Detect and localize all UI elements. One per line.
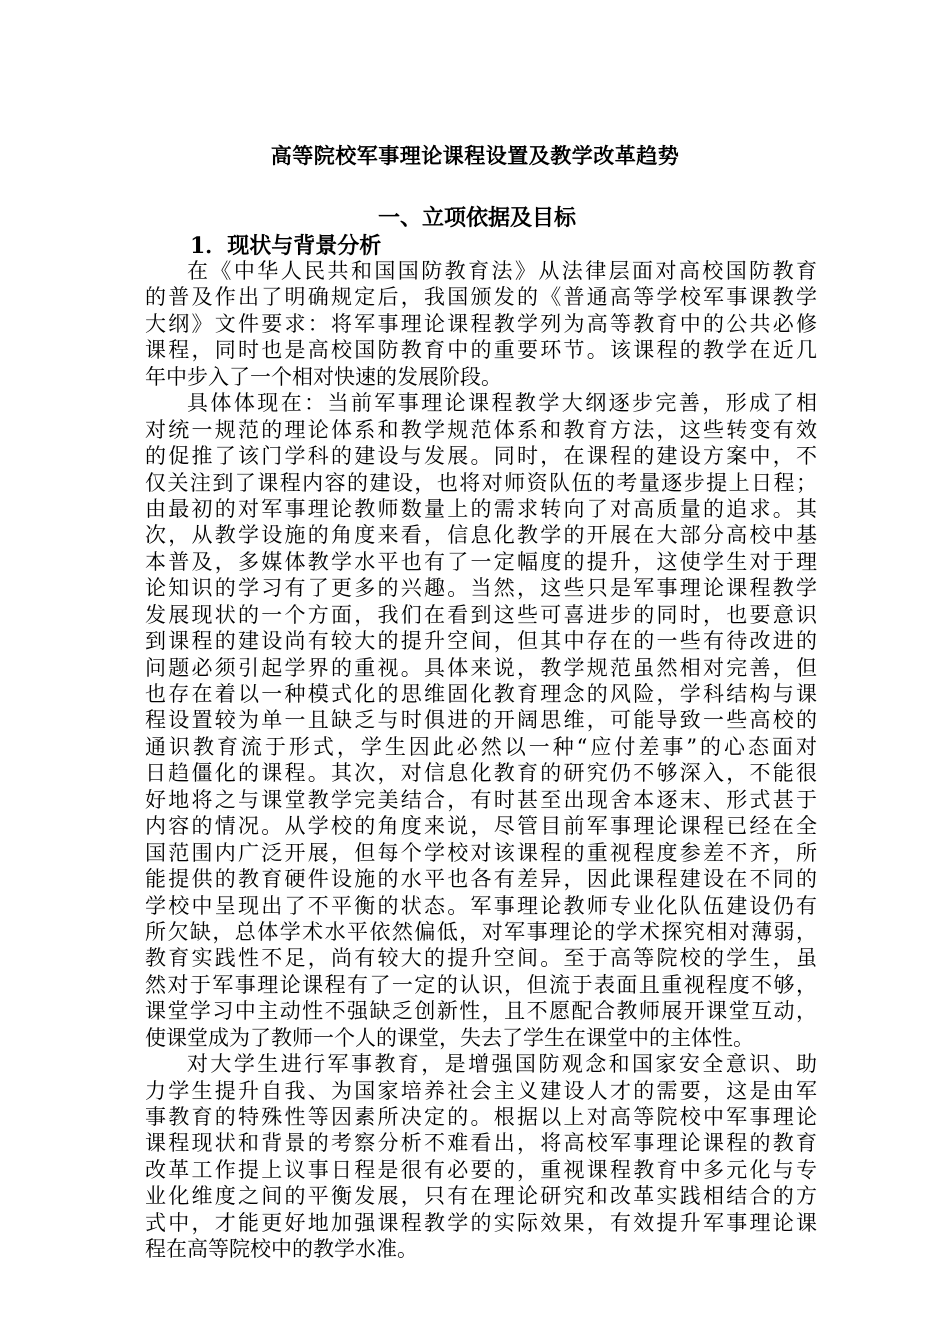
subsection-heading: 1．现状与背景分析 bbox=[190, 233, 382, 259]
body-paragraph bbox=[145, 1051, 817, 1263]
text-line: 课程，同时也是高校国防教育中的重要环节。该课程的教学在近几 bbox=[145, 338, 817, 363]
text-line: 所欠缺，总体学术水平依然偏低，对军事理论的学术探究相对薄弱， bbox=[145, 919, 817, 944]
text-line: 对大学生进行军事教育，是增强国防观念和国家安全意识、助 bbox=[187, 1052, 817, 1077]
text-line: 改革工作提上议事日程是很有必要的，重视课程教育中多元化与专 bbox=[145, 1157, 817, 1182]
body-paragraph bbox=[145, 258, 817, 390]
text-line: 业化维度之间的平衡发展，只有在理论研究和改革实践相结合的方 bbox=[145, 1184, 817, 1209]
text-line: 到课程的建设尚有较大的提升空间，但其中存在的一些有待改进的 bbox=[145, 629, 817, 654]
text-line: 事教育的特殊性等因素所决定的。根据以上对高等院校中军事理论 bbox=[145, 1105, 817, 1129]
text-line: 力学生提升自我、为国家培养社会主义建设人才的需要，这是由军 bbox=[145, 1078, 817, 1103]
text-line: 好地将之与课堂教学完美结合，有时甚至出现舍本逐末、形式甚于 bbox=[145, 787, 817, 812]
document-title: 高等院校军事理论课程设置及教学改革趋势 bbox=[270, 143, 680, 168]
text-line: 次，从教学设施的角度来看，信息化教学的开展在大部分高校中基 bbox=[145, 523, 817, 548]
text-line: 由最初的对军事理论教师数量上的需求转向了对高质量的追求。其 bbox=[145, 496, 817, 521]
text-line: 论知识的学习有了更多的兴趣。当然，这些只是军事理论课程教学 bbox=[145, 576, 817, 601]
text-line: 大纲》文件要求：将军事理论课程教学列为高等教育中的公共必修 bbox=[145, 311, 817, 336]
text-line: 对统一规范的理论体系和教学规范体系和教育方法，这些转变有效 bbox=[145, 417, 817, 442]
text-line: 本普及，多媒体教学水平也有了一定幅度的提升，这使学生对于理 bbox=[145, 549, 817, 574]
text-line: 然对于军事理论课程有了一定的认识，但流于表面且重视程度不够， bbox=[145, 972, 817, 997]
text-line: 学校中呈现出了不平衡的状态。军事理论教师专业化队伍建设仍有 bbox=[145, 893, 817, 918]
text-line: 程设置较为单一且缺乏与时俱进的开阔思维，可能导致一些高校的 bbox=[145, 708, 817, 733]
text-line: 问题必须引起学界的重视。具体来说，教学规范虽然相对完善，但 bbox=[145, 655, 817, 680]
text-line: 在《中华人民共和国国防教育法》从法律层面对高校国防教育 bbox=[187, 259, 817, 283]
section-heading: 一、立项依据及目标 bbox=[377, 205, 576, 231]
text-line: 式中，才能更好地加强课程教学的实际效果，有效提升军事理论课 bbox=[145, 1210, 817, 1235]
text-line: 程在高等院校中的教学水准。 bbox=[145, 1237, 418, 1262]
text-line: 也存在着以一种模式化的思维固化教育理念的风险，学科结构与课 bbox=[145, 682, 817, 706]
text-line: 使课堂成为了教师一个人的课堂，失去了学生在课堂中的主体性。 bbox=[145, 1025, 754, 1050]
text-line: 通识教育流于形式，学生因此必然以一种“应付差事”的心态面对 bbox=[145, 734, 817, 759]
body-paragraph bbox=[145, 390, 817, 1051]
text-line: 的普及作出了明确规定后，我国颁发的《普通高等学校军事课教学 bbox=[145, 285, 817, 310]
document-body bbox=[145, 258, 817, 1263]
text-line: 发展现状的一个方面，我们在看到这些可喜进步的同时，也要意识 bbox=[145, 602, 817, 627]
text-line: 课堂学习中主动性不强缺乏创新性，且不愿配合教师展开课堂互动， bbox=[145, 999, 817, 1024]
text-line: 国范围内广泛开展，但每个学校对该课程的重视程度参差不齐，所 bbox=[145, 840, 817, 865]
text-line: 日趋僵化的课程。其次，对信息化教育的研究仍不够深入，不能很 bbox=[145, 761, 817, 786]
text-line: 内容的情况。从学校的角度来说，尽管目前军事理论课程已经在全 bbox=[145, 814, 817, 839]
text-line: 教育实践性不足，尚有较大的提升空间。至于高等院校的学生，虽 bbox=[145, 946, 817, 971]
text-line: 能提供的教育硬件设施的水平也各有差异，因此课程建设在不同的 bbox=[145, 867, 817, 892]
text-line: 年中步入了一个相对快速的发展阶段。 bbox=[145, 364, 502, 389]
text-line: 仅关注到了课程内容的建设，也将对师资队伍的考量逐步提上日程； bbox=[145, 470, 817, 495]
text-line: 具体体现在：当前军事理论课程教学大纲逐步完善，形成了相 bbox=[187, 391, 817, 416]
text-line: 课程现状和背景的考察分析不难看出，将高校军事理论课程的教育 bbox=[145, 1131, 817, 1156]
text-line: 的促推了该门学科的建设与发展。同时，在课程的建设方案中，不 bbox=[145, 444, 817, 469]
